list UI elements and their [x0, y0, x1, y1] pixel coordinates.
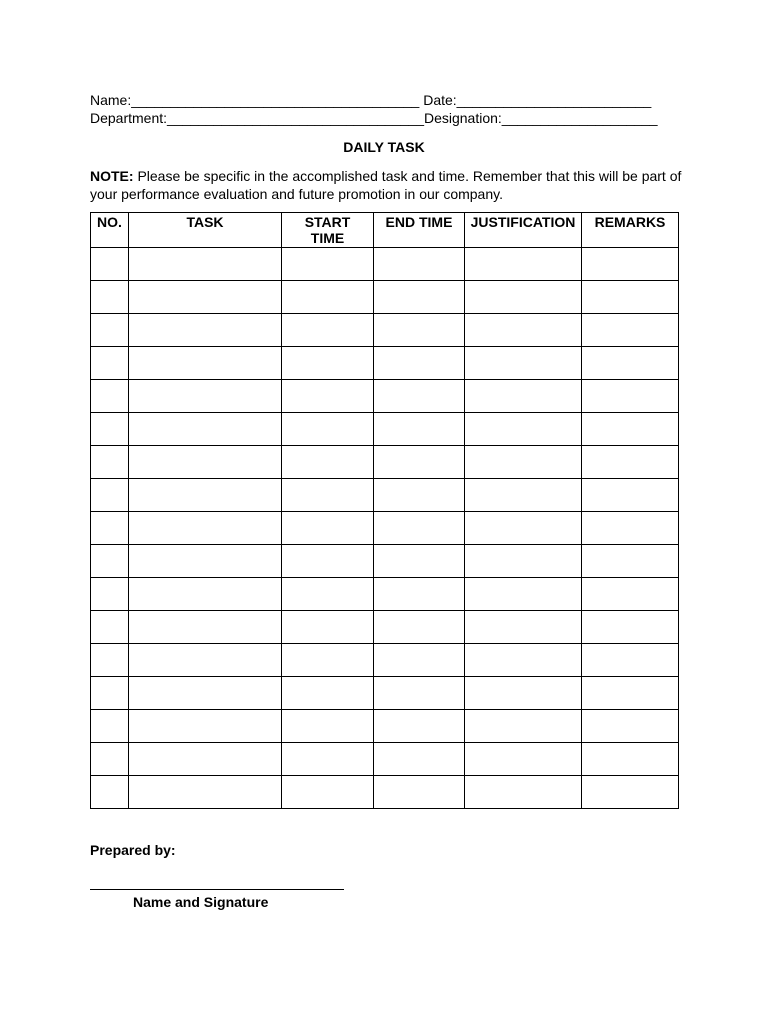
- table-row: [91, 248, 679, 281]
- table-cell[interactable]: [91, 347, 129, 380]
- table-cell[interactable]: [91, 776, 129, 809]
- table-cell[interactable]: [465, 677, 582, 710]
- table-cell[interactable]: [374, 611, 465, 644]
- table-cell[interactable]: [582, 479, 679, 512]
- table-cell[interactable]: [91, 248, 129, 281]
- note-text: Please be specific in the accomplished task and time. Remember that this will be part of your performance evaluation and future promotion in our company.: [90, 168, 682, 202]
- table-cell[interactable]: [129, 611, 282, 644]
- table-cell[interactable]: [129, 743, 282, 776]
- column-header-justification: JUSTIFICATION: [465, 213, 582, 248]
- table-cell[interactable]: [91, 512, 129, 545]
- table-cell[interactable]: [91, 710, 129, 743]
- table-cell[interactable]: [374, 281, 465, 314]
- table-row: [91, 677, 679, 710]
- table-cell[interactable]: [582, 644, 679, 677]
- table-cell[interactable]: [282, 710, 374, 743]
- table-header-row: [91, 213, 679, 248]
- table-cell[interactable]: [91, 413, 129, 446]
- table-cell[interactable]: [465, 512, 582, 545]
- table-cell[interactable]: [582, 611, 679, 644]
- table-row: [91, 545, 679, 578]
- table-cell[interactable]: [91, 545, 129, 578]
- table-cell[interactable]: [465, 248, 582, 281]
- table-row: [91, 380, 679, 413]
- table-cell[interactable]: [374, 644, 465, 677]
- table-cell[interactable]: [282, 545, 374, 578]
- table-cell[interactable]: [465, 380, 582, 413]
- table-cell[interactable]: [91, 743, 129, 776]
- table-row: [91, 347, 679, 380]
- table-row: [91, 479, 679, 512]
- table-cell[interactable]: [282, 776, 374, 809]
- table-cell[interactable]: [582, 776, 679, 809]
- table-cell[interactable]: [465, 578, 582, 611]
- table-cell[interactable]: [374, 578, 465, 611]
- daily-task-table: [90, 212, 679, 809]
- table-cell[interactable]: [374, 347, 465, 380]
- table-row: [91, 512, 679, 545]
- table-cell[interactable]: [374, 413, 465, 446]
- table-cell[interactable]: [465, 644, 582, 677]
- table-cell[interactable]: [374, 380, 465, 413]
- table-cell[interactable]: [582, 446, 679, 479]
- table-cell[interactable]: [374, 743, 465, 776]
- table-cell[interactable]: [582, 743, 679, 776]
- table-cell[interactable]: [282, 347, 374, 380]
- table-cell[interactable]: [91, 677, 129, 710]
- note-paragraph: [90, 167, 690, 203]
- table-cell[interactable]: [282, 578, 374, 611]
- column-header-remarks: REMARKS: [582, 213, 679, 248]
- prepared-by-label: Prepared by:: [90, 842, 176, 858]
- table-cell[interactable]: [129, 578, 282, 611]
- table-cell[interactable]: [374, 677, 465, 710]
- table-cell[interactable]: [91, 281, 129, 314]
- table-cell[interactable]: [582, 347, 679, 380]
- table-cell[interactable]: [129, 413, 282, 446]
- department-designation-line[interactable]: Department:_________________________________Designation:____________________: [90, 110, 658, 126]
- table-cell[interactable]: [282, 644, 374, 677]
- name-date-line[interactable]: Name:_____________________________________ Date:_________________________: [90, 92, 652, 108]
- table-cell[interactable]: [582, 677, 679, 710]
- table-cell[interactable]: [129, 776, 282, 809]
- table-cell[interactable]: [465, 710, 582, 743]
- table-cell[interactable]: [582, 413, 679, 446]
- table-row: [91, 710, 679, 743]
- table-cell[interactable]: [129, 512, 282, 545]
- table-cell[interactable]: [374, 710, 465, 743]
- table-cell[interactable]: [374, 545, 465, 578]
- table-cell[interactable]: [465, 314, 582, 347]
- table-cell[interactable]: [582, 314, 679, 347]
- table-cell[interactable]: [582, 545, 679, 578]
- table-cell[interactable]: [465, 281, 582, 314]
- table-cell[interactable]: [282, 314, 374, 347]
- table-cell[interactable]: [582, 710, 679, 743]
- table-cell[interactable]: [129, 677, 282, 710]
- table-cell[interactable]: [282, 380, 374, 413]
- column-header-task: TASK: [129, 213, 282, 248]
- table-cell[interactable]: [129, 545, 282, 578]
- table-cell[interactable]: [91, 578, 129, 611]
- table-cell[interactable]: [129, 281, 282, 314]
- table-cell[interactable]: [129, 710, 282, 743]
- table-cell[interactable]: [129, 644, 282, 677]
- table-cell[interactable]: [91, 611, 129, 644]
- table-cell[interactable]: [582, 248, 679, 281]
- table-row: [91, 413, 679, 446]
- table-cell[interactable]: [374, 479, 465, 512]
- table-cell[interactable]: [465, 347, 582, 380]
- table-cell[interactable]: [282, 743, 374, 776]
- table-cell[interactable]: [582, 380, 679, 413]
- table-row: [91, 314, 679, 347]
- column-header-start-time: START TIME: [282, 213, 374, 248]
- table-cell[interactable]: [282, 413, 374, 446]
- table-cell[interactable]: [465, 479, 582, 512]
- table-cell[interactable]: [282, 248, 374, 281]
- table-cell[interactable]: [282, 611, 374, 644]
- column-header-no: NO.: [91, 213, 129, 248]
- table-cell[interactable]: [465, 743, 582, 776]
- column-header-end-time: END TIME: [374, 213, 465, 248]
- table-cell[interactable]: [582, 512, 679, 545]
- table-cell[interactable]: [282, 677, 374, 710]
- table-cell[interactable]: [129, 248, 282, 281]
- table-cell[interactable]: [374, 446, 465, 479]
- table-cell[interactable]: [465, 446, 582, 479]
- table-cell[interactable]: [282, 479, 374, 512]
- table-row: [91, 611, 679, 644]
- table-cell[interactable]: [91, 644, 129, 677]
- table-body: [91, 248, 679, 809]
- signature-line[interactable]: [90, 889, 344, 890]
- table-cell[interactable]: [282, 446, 374, 479]
- signature-label: Name and Signature: [133, 894, 269, 910]
- table-cell[interactable]: [374, 776, 465, 809]
- table-cell[interactable]: [282, 512, 374, 545]
- table-cell[interactable]: [582, 281, 679, 314]
- table-cell[interactable]: [465, 413, 582, 446]
- table-cell[interactable]: [91, 380, 129, 413]
- table-cell[interactable]: [91, 479, 129, 512]
- table-cell[interactable]: [465, 611, 582, 644]
- table-row: [91, 281, 679, 314]
- table-cell[interactable]: [374, 248, 465, 281]
- table-cell[interactable]: [91, 314, 129, 347]
- table-cell[interactable]: [91, 446, 129, 479]
- table-cell[interactable]: [374, 512, 465, 545]
- table-row: [91, 446, 679, 479]
- table-cell[interactable]: [582, 578, 679, 611]
- table-row: [91, 743, 679, 776]
- note-label: NOTE:: [90, 168, 134, 184]
- table-row: [91, 578, 679, 611]
- table-row: [91, 776, 679, 809]
- table-cell[interactable]: [465, 776, 582, 809]
- table-cell[interactable]: [465, 545, 582, 578]
- document-title: DAILY TASK: [343, 139, 425, 155]
- table-cell[interactable]: [129, 479, 282, 512]
- table-row: [91, 644, 679, 677]
- table-cell[interactable]: [282, 281, 374, 314]
- table-cell[interactable]: [129, 380, 282, 413]
- table-cell[interactable]: [374, 314, 465, 347]
- table-cell[interactable]: [129, 446, 282, 479]
- table-cell[interactable]: [129, 314, 282, 347]
- table-cell[interactable]: [129, 347, 282, 380]
